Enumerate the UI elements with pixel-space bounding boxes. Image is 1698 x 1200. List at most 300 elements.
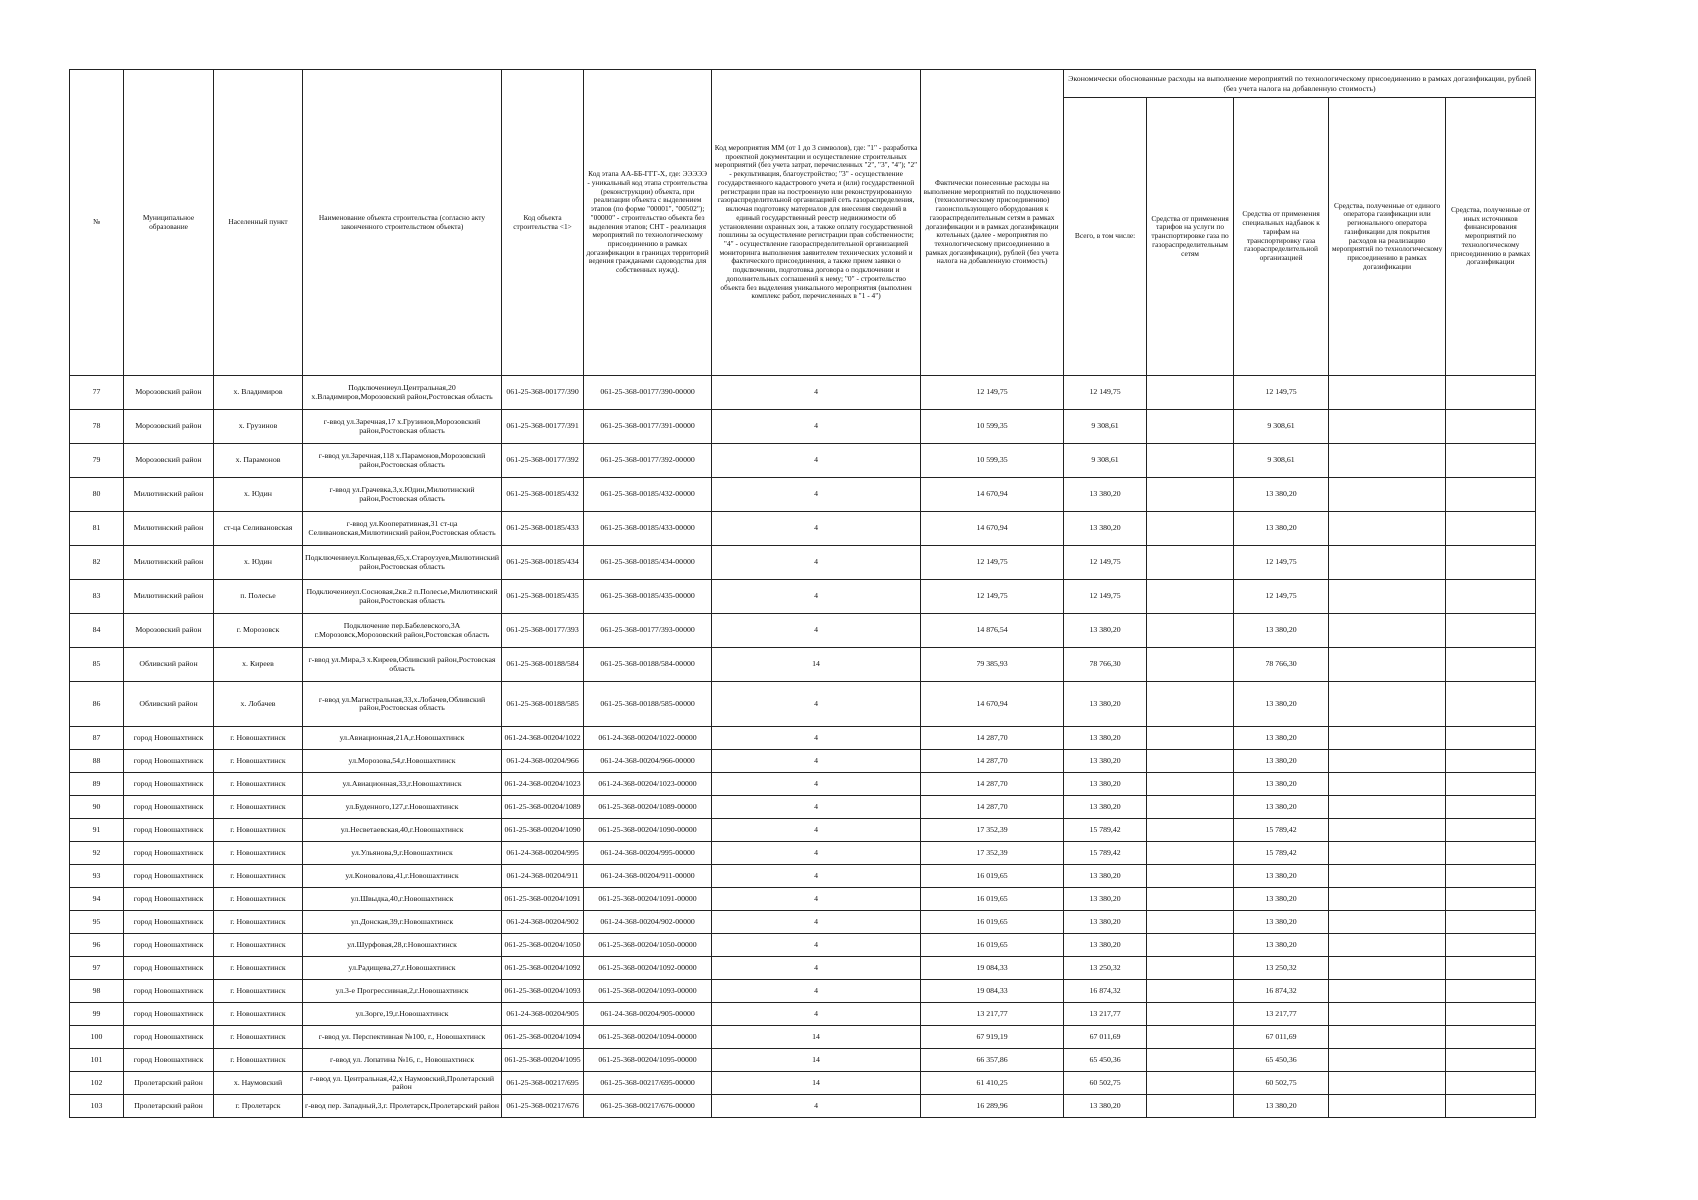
actual-costs-cell: 79 385,93 [921, 648, 1064, 682]
event-code-cell: 14 [712, 1026, 921, 1049]
table-row [70, 773, 1536, 796]
stage-code-cell: 061-24-368-00204/902-00000 [584, 911, 712, 934]
special-markups-cell: 67 011,69 [1234, 1026, 1329, 1049]
tariff-services-cell [1147, 1026, 1234, 1049]
table-row [70, 1026, 1536, 1049]
operator-funds-cell [1329, 682, 1446, 727]
object-code-cell: 061-25-368-00217/695 [502, 1072, 584, 1095]
header-operator-funds: Средства, полученные от единого оператора газификации или регионального оператора газификации для покрытия расходов на реализацию мероприятий по технологическому присоединению в рамках догазификации [1329, 98, 1446, 376]
row-number: 100 [70, 1026, 124, 1049]
municipality-cell: город Новошахтинск [124, 980, 214, 1003]
event-code-cell: 4 [712, 888, 921, 911]
stage-code-cell: 061-25-368-00185/434-00000 [584, 546, 712, 580]
total-cell: 12 149,75 [1064, 580, 1147, 614]
row-number: 82 [70, 546, 124, 580]
object-name-cell: г-ввод ул.Грачевка,3,х.Юдин,Милютинский район,Ростовская область [303, 478, 502, 512]
event-code-cell: 4 [712, 727, 921, 750]
special-markups-cell: 13 380,20 [1234, 478, 1329, 512]
header-other-sources: Средства, полученные от иных источников финансирования мероприятий по технологическому присоединению в рамках догазификации [1446, 98, 1536, 376]
row-number: 88 [70, 750, 124, 773]
object-code-cell: 061-25-368-00217/676 [502, 1095, 584, 1118]
total-cell: 13 380,20 [1064, 934, 1147, 957]
tariff-services-cell [1147, 410, 1234, 444]
other-sources-cell [1446, 1026, 1536, 1049]
table-row [70, 546, 1536, 580]
municipality-cell: Милютинский район [124, 546, 214, 580]
object-code-cell: 061-25-368-00204/1095 [502, 1049, 584, 1072]
stage-code-cell: 061-25-368-00204/1095-00000 [584, 1049, 712, 1072]
operator-funds-cell [1329, 1095, 1446, 1118]
tariff-services-cell [1147, 750, 1234, 773]
stage-code-cell: 061-25-368-00185/432-00000 [584, 478, 712, 512]
table-row [70, 819, 1536, 842]
object-code-cell: 061-25-368-00204/1091 [502, 888, 584, 911]
municipality-cell: город Новошахтинск [124, 1049, 214, 1072]
tariff-services-cell [1147, 865, 1234, 888]
event-code-cell: 4 [712, 934, 921, 957]
event-code-cell: 14 [712, 1049, 921, 1072]
table-row [70, 934, 1536, 957]
special-markups-cell: 15 789,42 [1234, 819, 1329, 842]
actual-costs-cell: 67 919,19 [921, 1026, 1064, 1049]
actual-costs-cell: 10 599,35 [921, 410, 1064, 444]
operator-funds-cell [1329, 580, 1446, 614]
object-code-cell: 061-25-368-00188/585 [502, 682, 584, 727]
event-code-cell: 14 [712, 1072, 921, 1095]
special-markups-cell: 13 380,20 [1234, 614, 1329, 648]
special-markups-cell: 65 450,36 [1234, 1049, 1329, 1072]
settlement-cell: х. Юдин [214, 546, 303, 580]
municipality-cell: город Новошахтинск [124, 842, 214, 865]
settlement-cell: х. Киреев [214, 648, 303, 682]
municipality-cell: город Новошахтинск [124, 957, 214, 980]
row-number: 99 [70, 1003, 124, 1026]
operator-funds-cell [1329, 410, 1446, 444]
settlement-cell: х. Лобачев [214, 682, 303, 727]
actual-costs-cell: 16 289,96 [921, 1095, 1064, 1118]
object-code-cell: 061-25-368-00185/433 [502, 512, 584, 546]
other-sources-cell [1446, 750, 1536, 773]
event-code-cell: 4 [712, 512, 921, 546]
stage-code-cell: 061-25-368-00204/1094-00000 [584, 1026, 712, 1049]
operator-funds-cell [1329, 727, 1446, 750]
actual-costs-cell: 14 670,94 [921, 512, 1064, 546]
municipality-cell: город Новошахтинск [124, 819, 214, 842]
actual-costs-cell: 16 019,65 [921, 934, 1064, 957]
total-cell: 13 250,32 [1064, 957, 1147, 980]
row-number: 93 [70, 865, 124, 888]
other-sources-cell [1446, 512, 1536, 546]
stage-code-cell: 061-25-368-00204/1090-00000 [584, 819, 712, 842]
tariff-services-cell [1147, 546, 1234, 580]
total-cell: 65 450,36 [1064, 1049, 1147, 1072]
row-number: 89 [70, 773, 124, 796]
tariff-services-cell [1147, 682, 1234, 727]
special-markups-cell: 15 789,42 [1234, 842, 1329, 865]
total-cell: 13 380,20 [1064, 750, 1147, 773]
other-sources-cell [1446, 614, 1536, 648]
special-markups-cell: 12 149,75 [1234, 546, 1329, 580]
object-code-cell: 061-25-368-00177/391 [502, 410, 584, 444]
event-code-cell: 4 [712, 865, 921, 888]
object-name-cell: ул.Буденного,127,г.Новошахтинск [303, 796, 502, 819]
table-row [70, 1095, 1536, 1118]
stage-code-cell: 061-24-368-00204/995-00000 [584, 842, 712, 865]
row-number: 94 [70, 888, 124, 911]
stage-code-cell: 061-25-368-00204/1093-00000 [584, 980, 712, 1003]
other-sources-cell [1446, 888, 1536, 911]
settlement-cell: г. Новошахтинск [214, 957, 303, 980]
header-settlement: Населенный пункт [214, 70, 303, 376]
event-code-cell: 4 [712, 478, 921, 512]
stage-code-cell: 061-25-368-00177/393-00000 [584, 614, 712, 648]
object-code-cell: 061-24-368-00204/1023 [502, 773, 584, 796]
special-markups-cell: 78 766,30 [1234, 648, 1329, 682]
table-body [70, 376, 1536, 1118]
other-sources-cell [1446, 444, 1536, 478]
table-row [70, 888, 1536, 911]
other-sources-cell [1446, 957, 1536, 980]
actual-costs-cell: 10 599,35 [921, 444, 1064, 478]
header-special-markups: Средства от применения специальных надбавок к тарифам на транспортировку газа газораспределительной организацией [1234, 98, 1329, 376]
stage-code-cell: 061-24-368-00204/905-00000 [584, 1003, 712, 1026]
event-code-cell: 4 [712, 614, 921, 648]
special-markups-cell: 13 380,20 [1234, 865, 1329, 888]
operator-funds-cell [1329, 1049, 1446, 1072]
header-object-code: Код объекта строительства <1> [502, 70, 584, 376]
special-markups-cell: 9 308,61 [1234, 410, 1329, 444]
object-name-cell: Подключение пер.Бабелевского,3А г.Морозовск,Морозовский район,Ростовская область [303, 614, 502, 648]
header-event-code: Код мероприятия ММ (от 1 до 3 символов), где: "1" - разработка проектной документации и осуществление строительных мероприятий (без учета затрат, перечисленных "2", "3", "4"); "2" - рекультивация, благоустройство; "3" - осуществление государственного кадастрового учета и (или) государственной регистрации прав на построенную или реконструированную газораспределительной организацией сеть газораспределения, включая подготовку материалов для внесения сведений в единый государственный реестр недвижимости об установлении охранных зон, а также оплату государственной пошлины за осуществление регистрации прав собственности; "4" - осуществление газораспределительной организацией мониторинга выполнения заявителем технических условий и фактического присоединения, а также прием заявки о подключении, подготовка договора о подключении и дополнительных соглашений к нему; "0" - строительство объекта без выделения уникального мероприятия (выполнен комплекс работ, перечисленных в "1 - 4") [712, 70, 921, 376]
municipality-cell: город Новошахтинск [124, 796, 214, 819]
stage-code-cell: 061-24-368-00204/966-00000 [584, 750, 712, 773]
special-markups-cell: 9 308,61 [1234, 444, 1329, 478]
total-cell: 13 217,77 [1064, 1003, 1147, 1026]
tariff-services-cell [1147, 580, 1234, 614]
tariff-services-cell [1147, 1072, 1234, 1095]
operator-funds-cell [1329, 773, 1446, 796]
object-name-cell: г-ввод ул. Центральная,42,х Наумовский,Пролетарский район [303, 1072, 502, 1095]
header-actual-costs: Фактически понесенные расходы на выполнение мероприятий по подключению (технологическому присоединению) газоиспользующего оборудования к газораспределительным сетям в рамках догазификации и в рамках догазификации котельных (далее - мероприятия по технологическому присоединению в рамках догазификации), рублей (без учета налога на добавленную стоимость) [921, 70, 1064, 376]
special-markups-cell: 13 380,20 [1234, 934, 1329, 957]
table-row [70, 980, 1536, 1003]
special-markups-cell: 13 380,20 [1234, 682, 1329, 727]
total-cell: 13 380,20 [1064, 512, 1147, 546]
special-markups-cell: 13 217,77 [1234, 1003, 1329, 1026]
row-number: 92 [70, 842, 124, 865]
header-total: Всего, в том числе: [1064, 98, 1147, 376]
tariff-services-cell [1147, 478, 1234, 512]
total-cell: 13 380,20 [1064, 727, 1147, 750]
settlement-cell: п. Полесье [214, 580, 303, 614]
actual-costs-cell: 14 287,70 [921, 773, 1064, 796]
object-name-cell: Подключениеул.Кольцевая,65,х.Староузуев,Милютинский район,Ростовская область [303, 546, 502, 580]
total-cell: 60 502,75 [1064, 1072, 1147, 1095]
object-code-cell: 061-25-368-00177/390 [502, 376, 584, 410]
municipality-cell: Обливский район [124, 648, 214, 682]
stage-code-cell: 061-25-368-00177/390-00000 [584, 376, 712, 410]
other-sources-cell [1446, 1095, 1536, 1118]
event-code-cell: 4 [712, 546, 921, 580]
actual-costs-cell: 17 352,39 [921, 842, 1064, 865]
operator-funds-cell [1329, 796, 1446, 819]
stage-code-cell: 061-25-368-00177/392-00000 [584, 444, 712, 478]
stage-code-cell: 061-25-368-00204/1092-00000 [584, 957, 712, 980]
actual-costs-cell: 16 019,65 [921, 888, 1064, 911]
object-name-cell: г-ввод пер. Западный,3,г. Пролетарск,Пролетарский район [303, 1095, 502, 1118]
municipality-cell: город Новошахтинск [124, 727, 214, 750]
tariff-services-cell [1147, 888, 1234, 911]
object-code-cell: 061-25-368-00204/1094 [502, 1026, 584, 1049]
stage-code-cell: 061-25-368-00204/1050-00000 [584, 934, 712, 957]
table-row [70, 727, 1536, 750]
total-cell: 16 874,32 [1064, 980, 1147, 1003]
stage-code-cell: 061-25-368-00177/391-00000 [584, 410, 712, 444]
operator-funds-cell [1329, 614, 1446, 648]
operator-funds-cell [1329, 865, 1446, 888]
table-row [70, 1072, 1536, 1095]
municipality-cell: город Новошахтинск [124, 1026, 214, 1049]
settlement-cell: г. Новошахтинск [214, 727, 303, 750]
object-name-cell: Подключениеул.Сосновая,2кв.2 п.Полесье,Милютинский район,Ростовская область [303, 580, 502, 614]
special-markups-cell: 13 250,32 [1234, 957, 1329, 980]
total-cell: 9 308,61 [1064, 410, 1147, 444]
row-number: 79 [70, 444, 124, 478]
table-row [70, 750, 1536, 773]
settlement-cell: г. Новошахтинск [214, 1026, 303, 1049]
settlement-cell: х. Владимиров [214, 376, 303, 410]
special-markups-cell: 12 149,75 [1234, 376, 1329, 410]
settlement-cell: г. Новошахтинск [214, 911, 303, 934]
stage-code-cell: 061-24-368-00204/911-00000 [584, 865, 712, 888]
other-sources-cell [1446, 1003, 1536, 1026]
object-code-cell: 061-25-368-00204/1092 [502, 957, 584, 980]
header-object-name: Наименование объекта строительства (согласно акту законченного строительством объекта) [303, 70, 502, 376]
header-economic-costs-group: Экономически обоснованные расходы на выполнение мероприятий по технологическому присоединению в рамках догазификации, рублей (без учета налога на добавленную стоимость) [1064, 70, 1536, 98]
total-cell: 12 149,75 [1064, 376, 1147, 410]
table-row [70, 1049, 1536, 1072]
table-row [70, 512, 1536, 546]
object-code-cell: 061-24-368-00204/1022 [502, 727, 584, 750]
tariff-services-cell [1147, 376, 1234, 410]
settlement-cell: х. Наумовский [214, 1072, 303, 1095]
special-markups-cell: 60 502,75 [1234, 1072, 1329, 1095]
event-code-cell: 4 [712, 376, 921, 410]
municipality-cell: Милютинский район [124, 512, 214, 546]
settlement-cell: г. Новошахтинск [214, 980, 303, 1003]
other-sources-cell [1446, 819, 1536, 842]
object-code-cell: 061-24-368-00204/966 [502, 750, 584, 773]
settlement-cell: г. Новошахтинск [214, 842, 303, 865]
municipality-cell: город Новошахтинск [124, 1003, 214, 1026]
table-row [70, 376, 1536, 410]
other-sources-cell [1446, 682, 1536, 727]
other-sources-cell [1446, 796, 1536, 819]
row-number: 87 [70, 727, 124, 750]
other-sources-cell [1446, 727, 1536, 750]
municipality-cell: Милютинский район [124, 580, 214, 614]
event-code-cell: 4 [712, 842, 921, 865]
object-name-cell: ул.Авиационная,33,г.Новошахтинск [303, 773, 502, 796]
municipality-cell: Морозовский район [124, 410, 214, 444]
header-municipality: Муниципальное образование [124, 70, 214, 376]
total-cell: 15 789,42 [1064, 842, 1147, 865]
other-sources-cell [1446, 546, 1536, 580]
stage-code-cell: 061-25-368-00217/695-00000 [584, 1072, 712, 1095]
event-code-cell: 4 [712, 980, 921, 1003]
total-cell: 13 380,20 [1064, 478, 1147, 512]
table-row [70, 911, 1536, 934]
tariff-services-cell [1147, 957, 1234, 980]
stage-code-cell: 061-25-368-00204/1089-00000 [584, 796, 712, 819]
object-name-cell: ул.Авиационная,21А,г.Новошахтинск [303, 727, 502, 750]
object-name-cell: ул.3-е Прогрессивная,2,г.Новошахтинск [303, 980, 502, 1003]
object-name-cell: ул.Швыдка,40,г.Новошахтинск [303, 888, 502, 911]
total-cell: 13 380,20 [1064, 614, 1147, 648]
total-cell: 67 011,69 [1064, 1026, 1147, 1049]
table-row [70, 957, 1536, 980]
actual-costs-cell: 14 287,70 [921, 796, 1064, 819]
table-row [70, 865, 1536, 888]
settlement-cell: г. Новошахтинск [214, 819, 303, 842]
actual-costs-cell: 14 876,54 [921, 614, 1064, 648]
settlement-cell: г. Новошахтинск [214, 1049, 303, 1072]
actual-costs-cell: 66 357,86 [921, 1049, 1064, 1072]
tariff-services-cell [1147, 1049, 1234, 1072]
stage-code-cell: 061-24-368-00204/1023-00000 [584, 773, 712, 796]
special-markups-cell: 12 149,75 [1234, 580, 1329, 614]
row-number: 78 [70, 410, 124, 444]
tariff-services-cell [1147, 773, 1234, 796]
other-sources-cell [1446, 842, 1536, 865]
actual-costs-cell: 12 149,75 [921, 376, 1064, 410]
total-cell: 13 380,20 [1064, 1095, 1147, 1118]
stage-code-cell: 061-25-368-00217/676-00000 [584, 1095, 712, 1118]
event-code-cell: 4 [712, 580, 921, 614]
other-sources-cell [1446, 648, 1536, 682]
operator-funds-cell [1329, 750, 1446, 773]
object-name-cell: г-ввод ул. Перспективная №100, г., Новошахтинск [303, 1026, 502, 1049]
total-cell: 13 380,20 [1064, 682, 1147, 727]
municipality-cell: Пролетарский район [124, 1095, 214, 1118]
row-number: 98 [70, 980, 124, 1003]
object-code-cell: 061-24-368-00204/995 [502, 842, 584, 865]
special-markups-cell: 13 380,20 [1234, 727, 1329, 750]
tariff-services-cell [1147, 614, 1234, 648]
special-markups-cell: 13 380,20 [1234, 750, 1329, 773]
other-sources-cell [1446, 376, 1536, 410]
actual-costs-cell: 16 019,65 [921, 911, 1064, 934]
operator-funds-cell [1329, 648, 1446, 682]
other-sources-cell [1446, 911, 1536, 934]
object-code-cell: 061-25-368-00177/393 [502, 614, 584, 648]
settlement-cell: г. Морозовск [214, 614, 303, 648]
event-code-cell: 4 [712, 819, 921, 842]
settlement-cell: х. Грузинов [214, 410, 303, 444]
event-code-cell: 4 [712, 1095, 921, 1118]
settlement-cell: г. Новошахтинск [214, 888, 303, 911]
settlement-cell: г. Новошахтинск [214, 934, 303, 957]
total-cell: 9 308,61 [1064, 444, 1147, 478]
operator-funds-cell [1329, 842, 1446, 865]
row-number: 80 [70, 478, 124, 512]
object-code-cell: 061-24-368-00204/911 [502, 865, 584, 888]
event-code-cell: 4 [712, 1003, 921, 1026]
tariff-services-cell [1147, 727, 1234, 750]
object-name-cell: г-ввод ул.Мира,3 х.Киреев,Обливский район,Ростовская область [303, 648, 502, 682]
settlement-cell: г. Новошахтинск [214, 796, 303, 819]
object-name-cell: Подключениеул.Центральная,20 х.Владимиров,Морозовский район,Ростовская область [303, 376, 502, 410]
event-code-cell: 4 [712, 957, 921, 980]
row-number: 90 [70, 796, 124, 819]
table-row [70, 1003, 1536, 1026]
municipality-cell: Морозовский район [124, 376, 214, 410]
header-tariff-services: Средства от применения тарифов на услуги по транспортировке газа по газораспределительным сетям [1147, 98, 1234, 376]
object-name-cell: ул.Зорге,19,г.Новошахтинск [303, 1003, 502, 1026]
object-name-cell: г-ввод ул.Магистральная,33,х.Лобачев,Обливский район,Ростовская область [303, 682, 502, 727]
row-number: 81 [70, 512, 124, 546]
municipality-cell: Морозовский район [124, 614, 214, 648]
municipality-cell: город Новошахтинск [124, 934, 214, 957]
operator-funds-cell [1329, 957, 1446, 980]
operator-funds-cell [1329, 980, 1446, 1003]
table-row [70, 648, 1536, 682]
other-sources-cell [1446, 980, 1536, 1003]
special-markups-cell: 13 380,20 [1234, 512, 1329, 546]
stage-code-cell: 061-24-368-00204/1022-00000 [584, 727, 712, 750]
stage-code-cell: 061-25-368-00188/585-00000 [584, 682, 712, 727]
table-row [70, 478, 1536, 512]
operator-funds-cell [1329, 819, 1446, 842]
actual-costs-cell: 19 084,33 [921, 980, 1064, 1003]
row-number: 103 [70, 1095, 124, 1118]
row-number: 97 [70, 957, 124, 980]
municipality-cell: город Новошахтинск [124, 750, 214, 773]
special-markups-cell: 13 380,20 [1234, 888, 1329, 911]
actual-costs-cell: 61 410,25 [921, 1072, 1064, 1095]
stage-code-cell: 061-25-368-00185/433-00000 [584, 512, 712, 546]
actual-costs-cell: 17 352,39 [921, 819, 1064, 842]
actual-costs-cell: 12 149,75 [921, 580, 1064, 614]
object-code-cell: 061-25-368-00204/1093 [502, 980, 584, 1003]
total-cell: 13 380,20 [1064, 911, 1147, 934]
table-row [70, 580, 1536, 614]
special-markups-cell: 13 380,20 [1234, 796, 1329, 819]
event-code-cell: 4 [712, 682, 921, 727]
tariff-services-cell [1147, 512, 1234, 546]
special-markups-cell: 13 380,20 [1234, 1095, 1329, 1118]
other-sources-cell [1446, 580, 1536, 614]
object-name-cell: ул.Ульянова,9,г.Новошахтинск [303, 842, 502, 865]
header-num: № [70, 70, 124, 376]
other-sources-cell [1446, 865, 1536, 888]
operator-funds-cell [1329, 1026, 1446, 1049]
municipality-cell: Милютинский район [124, 478, 214, 512]
other-sources-cell [1446, 478, 1536, 512]
actual-costs-cell: 14 287,70 [921, 750, 1064, 773]
stage-code-cell: 061-25-368-00185/435-00000 [584, 580, 712, 614]
operator-funds-cell [1329, 478, 1446, 512]
document-page [69, 69, 1536, 1118]
object-code-cell: 061-25-368-00188/584 [502, 648, 584, 682]
other-sources-cell [1446, 1049, 1536, 1072]
row-number: 102 [70, 1072, 124, 1095]
total-cell: 13 380,20 [1064, 796, 1147, 819]
actual-costs-cell: 14 287,70 [921, 727, 1064, 750]
total-cell: 13 380,20 [1064, 888, 1147, 911]
object-code-cell: 061-25-368-00185/432 [502, 478, 584, 512]
object-code-cell: 061-24-368-00204/905 [502, 1003, 584, 1026]
